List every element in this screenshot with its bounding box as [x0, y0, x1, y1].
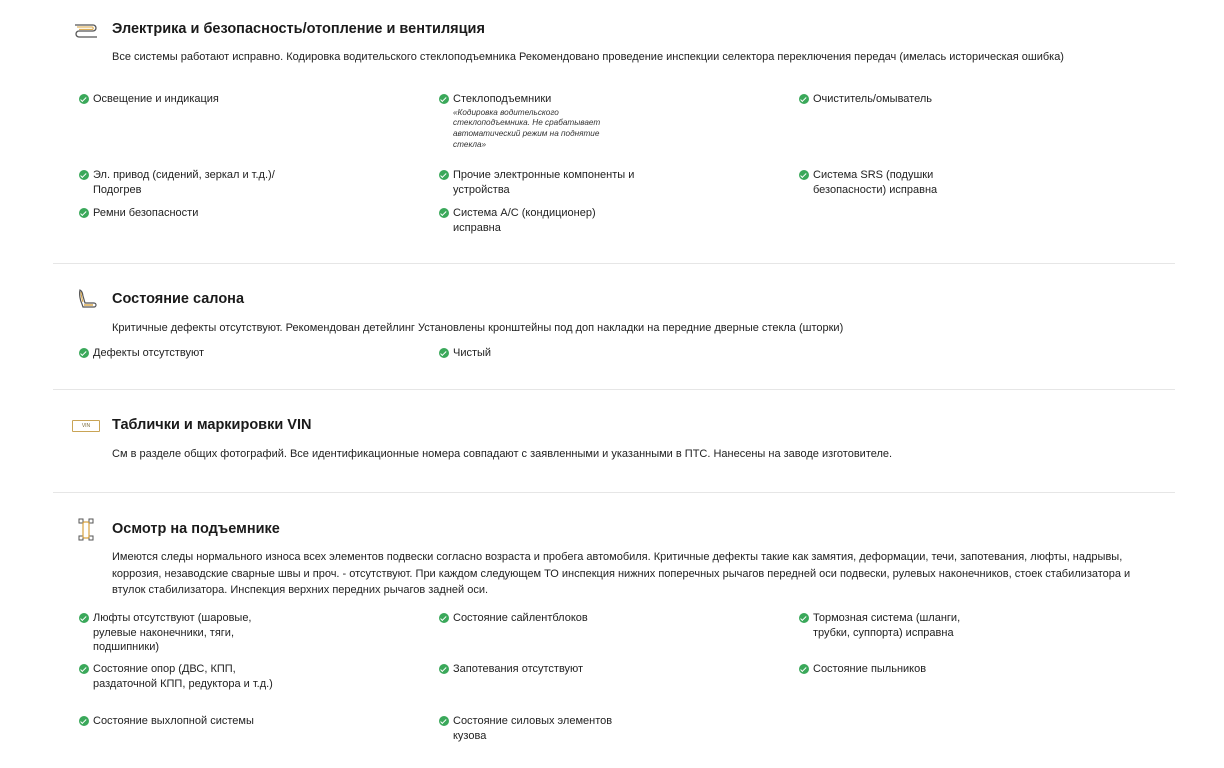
section-title: Осмотр на подъемнике [112, 521, 280, 537]
check-icon [439, 170, 449, 180]
section-summary: Критичные дефекты отсутствуют. Рекомендован детейлинг Установлены кронштейны под доп накладки на передние дверные стекла (шторки) [112, 322, 844, 334]
section-lift [0, 493, 1224, 768]
check-item: Состояние силовых элементов кузова [439, 714, 635, 743]
section-summary: См в разделе общих фотографий. Все идентификационные номера совпадают с заявленными и указанными в ПТС. Нанесены на заводе изготовителе. [112, 448, 893, 460]
check-icon [439, 716, 449, 726]
section-header [72, 18, 485, 42]
check-icon [799, 664, 809, 674]
section-vin [0, 390, 1224, 493]
section-header [72, 414, 312, 438]
check-item: Эл. привод (сидений, зеркал и т.д.)/Подогрев [79, 168, 275, 197]
check-icon [439, 348, 449, 358]
check-item: Освещение и индикация [79, 92, 279, 107]
check-icon [79, 716, 89, 726]
check-item: Тормозная система (шланги, трубки, суппорта) исправна [799, 611, 985, 640]
check-item: Система SRS (подушки безопасности) исправна [799, 168, 969, 197]
section-header [72, 288, 245, 312]
check-item: Состояние опор (ДВС, КПП, раздаточной КПП, редуктора и т.д.) [79, 662, 275, 691]
check-icon [799, 613, 809, 623]
vin-plate-icon: VIN [72, 414, 100, 438]
check-item: Прочие электронные компоненты и устройства [439, 168, 655, 197]
check-icon [79, 664, 89, 674]
check-item: Состояние выхлопной системы [79, 714, 279, 729]
section-summary: Все системы работают исправно. Кодировка водительского стеклоподъемника Рекомендовано проведение инспекции селектора переключения передач (имелась историческая ошибка) [112, 51, 1064, 63]
check-item: Ремни безопасности [79, 206, 279, 221]
wrench-icon [72, 18, 100, 42]
item-note: «Кодировка водительского стеклоподъемника. Не срабатывает автоматический режим на поднятие стекла» [453, 107, 601, 149]
check-item: Люфты отсутствуют (шаровые, рулевые наконечники, тяги, подшипники) [79, 611, 275, 655]
check-item: Состояние сайлентблоков [439, 611, 639, 626]
section-title: Состояние салона [112, 291, 245, 307]
check-icon [439, 613, 449, 623]
check-icon [799, 170, 809, 180]
section-electrical [0, 0, 1224, 264]
car-lift-icon [72, 518, 100, 542]
check-icon [79, 208, 89, 218]
check-icon [79, 170, 89, 180]
check-icon [79, 348, 89, 358]
check-icon [799, 94, 809, 104]
check-icon [79, 613, 89, 623]
check-item: Система A/C (кондиционер) исправна [439, 206, 629, 235]
section-interior [0, 264, 1224, 390]
section-title: Электрика и безопасность/отопление и вентиляция [112, 21, 485, 37]
check-item: Дефекты отсутствуют [79, 346, 279, 361]
check-item: Состояние пыльников [799, 662, 999, 677]
check-item: Чистый [439, 346, 639, 361]
check-icon [439, 664, 449, 674]
check-icon [439, 94, 449, 104]
check-item: Стеклоподъемники «Кодировка водительского стеклоподъемника. Не срабатывает автоматический режим на поднятие стекла» [439, 92, 639, 151]
section-title: Таблички и маркировки VIN [112, 417, 312, 433]
check-item: Очиститель/омыватель [799, 92, 999, 107]
check-item: Запотевания отсутствуют [439, 662, 639, 677]
check-icon [439, 208, 449, 218]
seat-icon [72, 288, 100, 312]
section-header [72, 518, 280, 542]
check-icon [79, 94, 89, 104]
section-summary: Имеются следы нормального износа всех элементов подвески согласно возраста и пробега автомобиля. Критичные дефекты такие как замятия, деформации, течи, запотевания, люфты, надрывы, коррозия, незаводские сварные швы и проч. - отсутствуют. При каждом следующем ТО инспекция нижних поперечных рычагов передней оси подвески, рулевых наконечников, стоек стабилизатора и втулок стабилизатора. Инспекция верхних передних рычагов задней оси. [112, 551, 1131, 596]
